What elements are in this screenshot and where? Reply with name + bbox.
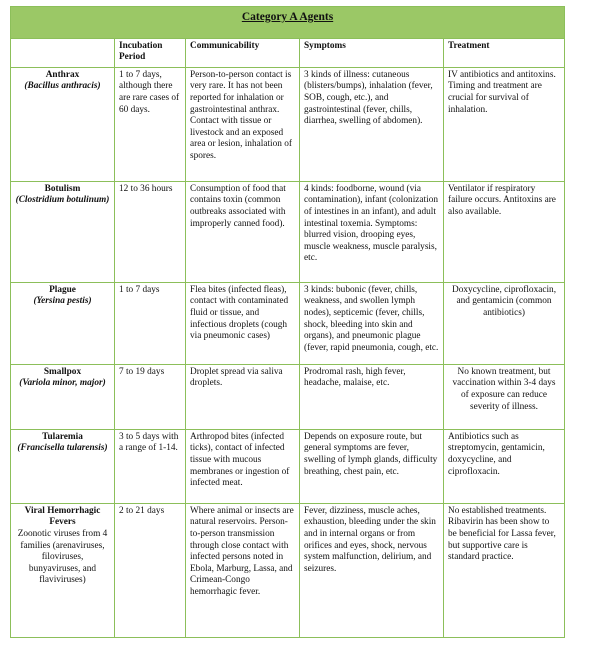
treatment-cell: Doxycycline, ciprofloxacin, and gentamicin (common antibiotics) [444, 282, 565, 364]
table-row [11, 429, 565, 503]
agent-scientific-name: (Clostridium botulinum) [15, 195, 110, 206]
symptoms-cell: 3 kinds of illness: cutaneous (blisters/bumps), inhalation (fever, SOB, cough, etc.), and gastrointestinal (fever, chills, diarrhea, swelling of abdomen). [300, 67, 444, 181]
table-row [11, 67, 565, 181]
agent-note: Zoonotic viruses from 4 families (arenaviruses, filoviruses, bunyaviruses, and flaviviruses) [17, 528, 108, 586]
table-title: Category A Agents [241, 11, 334, 23]
table-row [11, 364, 565, 429]
communicability-cell: Arthropod bites (infected ticks), contact of infected tissue with mucous membranes or ingestion of infected meat. [186, 429, 300, 503]
agent-name: Plague [49, 284, 76, 295]
table-row [11, 181, 565, 282]
header-incubation: Incubation Period [115, 38, 186, 67]
header-treatment: Treatment [444, 38, 565, 67]
agent-cell [11, 282, 115, 364]
treatment-cell: No known treatment, but vaccination within 3-4 days of exposure can reduce severity of illness. [444, 364, 565, 429]
agent-name: Anthrax [45, 69, 80, 80]
title-row [11, 7, 565, 39]
table-row [11, 282, 565, 364]
header-communicability: Communicability [186, 38, 300, 67]
agent-scientific-name: (Bacillus anthracis) [24, 81, 101, 92]
communicability-cell: Droplet spread via saliva droplets. [186, 364, 300, 429]
agent-name: Viral Hemorrhagic Fevers [24, 505, 101, 528]
treatment-cell: Ventilator if respiratory failure occurs. Antitoxins are also available. [444, 181, 565, 282]
table-row [11, 503, 565, 637]
treatment-cell: Antibiotics such as streptomycin, gentamicin, doxycycline, and ciprofloxacin. [444, 429, 565, 503]
agents-table-wrapper [10, 6, 564, 638]
treatment-cell: IV antibiotics and antitoxins. Timing and treatment are crucial for survival of inhalation. [444, 67, 565, 181]
header-symptoms: Symptoms [300, 38, 444, 67]
incubation-cell: 7 to 19 days [115, 364, 186, 429]
symptoms-cell: 3 kinds: bubonic (fever, chills, weakness, and swollen lymph nodes), septicemic (fever, chills, shock, bleeding into skin and organs), and pneumonic plague (fever, rapid pneumonia, cough, etc. [300, 282, 444, 364]
incubation-cell: 2 to 21 days [115, 503, 186, 637]
agent-cell [11, 364, 115, 429]
agent-scientific-name: (Francisella tularensis) [17, 443, 108, 454]
agent-cell [11, 181, 115, 282]
incubation-cell: 12 to 36 hours [115, 181, 186, 282]
table-title-cell [11, 7, 565, 39]
incubation-cell: 1 to 7 days, although there are rare cases of 60 days. [115, 67, 186, 181]
agent-scientific-name: (Variola minor, major) [19, 378, 106, 389]
agent-cell [11, 429, 115, 503]
agent-name: Botulism [44, 183, 81, 194]
communicability-cell: Flea bites (infected fleas), contact with contaminated fluid or tissue, and infectious droplets (cough via pneumonic cases) [186, 282, 300, 364]
treatment-cell: No established treatments. Ribavirin has been show to be beneficial for Lassa fever, but supportive care is standard practice. [444, 503, 565, 637]
header-agent [11, 38, 115, 67]
incubation-cell: 1 to 7 days [115, 282, 186, 364]
symptoms-cell: Depends on exposure route, but general symptoms are fever, swelling of lymph glands, difficulty breathing, chest pain, etc. [300, 429, 444, 503]
agent-name: Tularemia [42, 431, 83, 442]
communicability-cell: Consumption of food that contains toxin (common outbreaks associated with improperly canned food). [186, 181, 300, 282]
symptoms-cell: 4 kinds: foodborne, wound (via contamination), infant (colonization of intestines in an infant), and adult intestinal toxemia. Symptoms: blurred vision, drooping eyes, muscle weakness, muscle paralysis, etc. [300, 181, 444, 282]
communicability-cell: Person-to-person contact is very rare. It has not been reported for inhalation or gastrointestinal anthrax. Contact with tissue or livestock and an exposed area or lesion, inhalation of spores. [186, 67, 300, 181]
symptoms-cell: Prodromal rash, high fever, headache, malaise, etc. [300, 364, 444, 429]
agent-cell [11, 67, 115, 181]
agent-name: Smallpox [43, 366, 82, 377]
header-row [11, 38, 565, 67]
incubation-cell: 3 to 5 days with a range of 1-14. [115, 429, 186, 503]
agent-cell [11, 503, 115, 637]
communicability-cell: Where animal or insects are natural reservoirs. Person-to-person transmission through close contact with infected persons noted in Ebola, Marburg, Lassa, and Crimean-Congo hemorrhagic fever. [186, 503, 300, 637]
category-a-agents-table [10, 6, 565, 638]
agent-scientific-name: (Yersina pestis) [33, 296, 92, 307]
symptoms-cell: Fever, dizziness, muscle aches, exhaustion, bleeding under the skin and in internal organs or from orifices and eyes, shock, nervous system malfunction, delirium, and seizures. [300, 503, 444, 637]
